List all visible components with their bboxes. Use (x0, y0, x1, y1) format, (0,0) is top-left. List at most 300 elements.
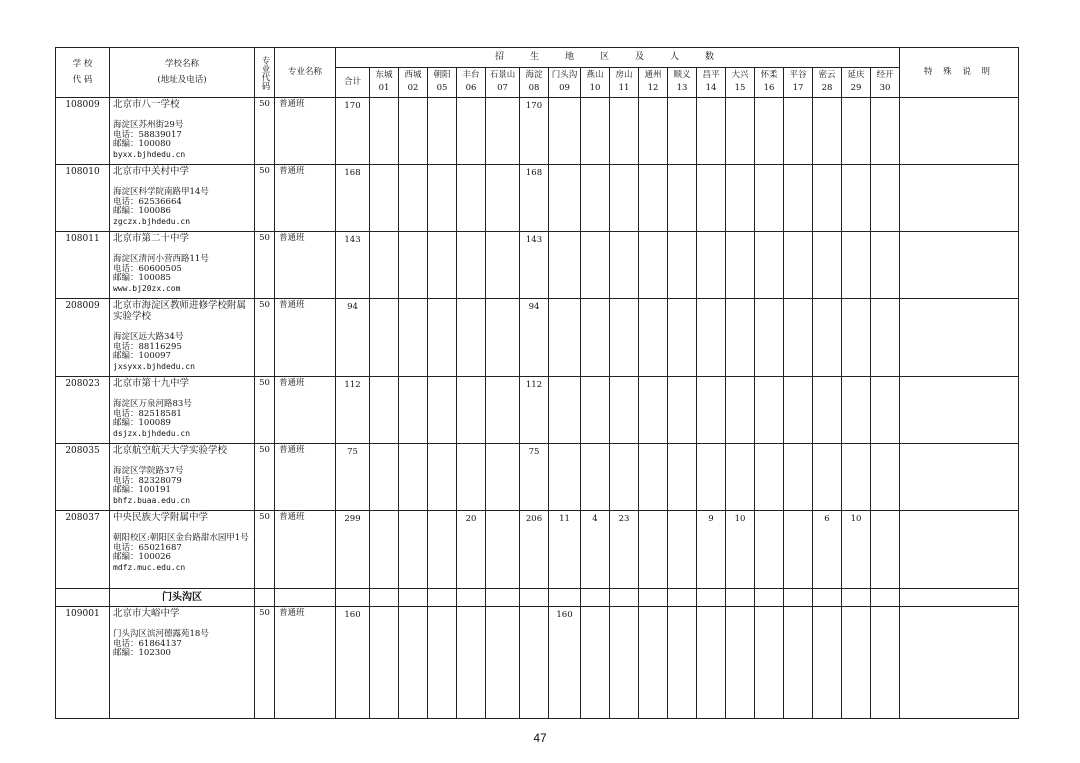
district-count: 143 (520, 232, 549, 299)
school-phone: 电话：88116295 (113, 341, 182, 352)
table-row (56, 607, 1019, 719)
header-district (813, 68, 842, 98)
district-code: 28 (821, 83, 833, 93)
district-count: 168 (520, 165, 549, 232)
district-count (755, 607, 784, 719)
district-count (784, 299, 813, 377)
major-name: 普通班 (275, 232, 336, 299)
school-postcode: 邮编：100097 (113, 351, 171, 362)
district-count (581, 232, 610, 299)
district-count (370, 98, 399, 165)
empty-cell (520, 589, 549, 607)
district-count (842, 377, 871, 444)
school-phone: 电话：58839017 (113, 129, 182, 140)
total-count: 299 (336, 511, 370, 589)
district-count (549, 98, 581, 165)
district-name: 东城 (375, 70, 393, 81)
district-code: 01 (378, 83, 390, 93)
header-district (549, 68, 581, 98)
district-count (668, 511, 697, 589)
district-count (697, 165, 726, 232)
district-count (726, 299, 755, 377)
district-count (639, 232, 668, 299)
district-count (871, 165, 900, 232)
district-name: 平谷 (789, 70, 807, 81)
school-phone: 电话：82328079 (113, 475, 182, 486)
district-count (370, 607, 399, 719)
district-name: 朝阳 (433, 70, 451, 81)
district-count (457, 444, 486, 511)
empty-cell (399, 589, 428, 607)
district-count (697, 98, 726, 165)
district-count: 20 (457, 511, 486, 589)
district-count (726, 607, 755, 719)
school-phone: 电话：61864137 (113, 638, 182, 649)
district-name: 燕山 (586, 70, 604, 81)
school-info (110, 377, 255, 444)
district-count (668, 165, 697, 232)
district-code: 07 (497, 83, 508, 93)
header-district (697, 68, 726, 98)
major-name: 普通班 (275, 165, 336, 232)
district-count (399, 377, 428, 444)
district-code: 30 (879, 83, 891, 93)
school-postcode: 邮编：100085 (113, 273, 171, 284)
district-count (549, 444, 581, 511)
school-address: 朝阳校区:朝阳区金台路甜水园甲1号 (113, 532, 249, 543)
school-postcode: 邮编：100089 (113, 418, 171, 429)
table-row (56, 377, 1019, 444)
district-count (668, 299, 697, 377)
table-body (56, 98, 1019, 719)
header-district (428, 68, 457, 98)
district-code: 02 (407, 83, 419, 93)
header-district (610, 68, 639, 98)
header-district (784, 68, 813, 98)
district-heading-row (56, 589, 1019, 607)
district-count (428, 377, 457, 444)
district-count (428, 98, 457, 165)
district-count (399, 299, 428, 377)
district-count (428, 511, 457, 589)
district-count (668, 444, 697, 511)
major-code: 50 (255, 98, 275, 165)
district-count (755, 444, 784, 511)
district-code: 12 (647, 83, 659, 93)
school-code: 208037 (56, 511, 110, 589)
header-major-name: 专业名称 (275, 48, 336, 98)
district-count (486, 511, 520, 589)
major-name: 普通班 (275, 511, 336, 589)
district-count (871, 299, 900, 377)
table-row (56, 165, 1019, 232)
district-count: 11 (549, 511, 581, 589)
district-count (486, 98, 520, 165)
district-count (457, 607, 486, 719)
table-header (56, 48, 1019, 98)
school-address: 海淀区苏州街29号 (113, 119, 184, 130)
district-count (639, 444, 668, 511)
major-code: 50 (255, 607, 275, 719)
district-count (639, 377, 668, 444)
special-note-cell (900, 98, 1019, 165)
district-count (639, 299, 668, 377)
school-website: dsjzx.bjhdedu.cn (113, 429, 191, 439)
header-district (668, 68, 697, 98)
district-count (755, 165, 784, 232)
district-count: 75 (520, 444, 549, 511)
district-count (784, 165, 813, 232)
district-count (697, 377, 726, 444)
total-count: 75 (336, 444, 370, 511)
header-district (581, 68, 610, 98)
district-count (486, 377, 520, 444)
district-count (842, 607, 871, 719)
special-note-cell (900, 511, 1019, 589)
district-count (784, 232, 813, 299)
empty-cell (56, 589, 110, 607)
empty-cell (610, 589, 639, 607)
header-district (520, 68, 549, 98)
district-code: 05 (436, 83, 448, 93)
district-name: 西城 (404, 70, 422, 81)
header-district (399, 68, 428, 98)
total-count: 170 (336, 98, 370, 165)
empty-cell (428, 589, 457, 607)
school-info (110, 232, 255, 299)
district-count (549, 377, 581, 444)
district-count (726, 377, 755, 444)
district-count (486, 232, 520, 299)
total-count: 112 (336, 377, 370, 444)
district-code: 09 (559, 83, 570, 93)
school-info (110, 607, 255, 719)
school-website: www.bj20zx.com (113, 284, 181, 294)
header-district (370, 68, 399, 98)
district-count (549, 232, 581, 299)
school-address: 海淀区科学院南路甲14号 (113, 186, 209, 197)
district-count (871, 232, 900, 299)
district-count (486, 299, 520, 377)
district-count (370, 377, 399, 444)
district-name: 密云 (818, 70, 836, 81)
district-name: 经开 (876, 70, 894, 81)
header-district (755, 68, 784, 98)
district-count (813, 98, 842, 165)
district-count (428, 232, 457, 299)
header-school-code (56, 48, 110, 98)
school-name: 北京市大峪中学 (113, 608, 180, 619)
major-code: 50 (255, 377, 275, 444)
district-count (399, 511, 428, 589)
school-phone: 电话：60600505 (113, 263, 182, 274)
school-code: 108010 (56, 165, 110, 232)
table-row (56, 511, 1019, 589)
district-code: 06 (465, 83, 477, 93)
district-count (549, 299, 581, 377)
major-code: 50 (255, 232, 275, 299)
district-count (610, 607, 639, 719)
empty-cell (457, 589, 486, 607)
district-count (370, 444, 399, 511)
header-school-name (110, 48, 255, 98)
district-name: 顺义 (673, 70, 691, 81)
header-school-code-line1: 学 校 (72, 58, 93, 69)
school-name: 北京市第二十中学 (113, 233, 190, 244)
district-count (755, 299, 784, 377)
district-count: 170 (520, 98, 549, 165)
empty-cell (639, 589, 668, 607)
district-count (784, 607, 813, 719)
district-name: 怀柔 (760, 70, 778, 81)
empty-cell (755, 589, 784, 607)
district-count (428, 165, 457, 232)
district-count (871, 98, 900, 165)
district-count (697, 607, 726, 719)
empty-cell (842, 589, 871, 607)
major-name: 普通班 (275, 444, 336, 511)
district-count: 206 (520, 511, 549, 589)
district-count: 23 (610, 511, 639, 589)
district-count (871, 377, 900, 444)
school-name: 北京市第十九中学 (113, 378, 190, 389)
district-count (428, 299, 457, 377)
school-info (110, 98, 255, 165)
school-website: byxx.bjhdedu.cn (113, 150, 186, 160)
district-count (697, 299, 726, 377)
district-count (581, 377, 610, 444)
district-count (726, 232, 755, 299)
district-code: 15 (734, 83, 746, 93)
district-count: 10 (726, 511, 755, 589)
school-postcode: 邮编：100086 (113, 206, 171, 217)
district-count (842, 232, 871, 299)
school-website: mdfz.muc.edu.cn (113, 563, 186, 573)
school-postcode: 邮编：100191 (113, 485, 171, 496)
school-info (110, 511, 255, 589)
district-name: 石景山 (489, 70, 516, 81)
district-name: 海淀 (525, 70, 543, 81)
header-district (639, 68, 668, 98)
district-count (726, 165, 755, 232)
district-count (399, 607, 428, 719)
school-website: zgczx.bjhdedu.cn (113, 217, 191, 227)
empty-cell (813, 589, 842, 607)
district-count (755, 511, 784, 589)
district-count (457, 377, 486, 444)
header-district (871, 68, 900, 98)
district-count (457, 299, 486, 377)
district-count (813, 299, 842, 377)
district-count (813, 165, 842, 232)
district-count (399, 165, 428, 232)
table-row (56, 232, 1019, 299)
school-postcode: 邮编：100080 (113, 139, 171, 150)
school-postcode: 邮编：102300 (113, 648, 171, 659)
district-count (370, 165, 399, 232)
district-count (399, 98, 428, 165)
district-count (668, 98, 697, 165)
district-count (871, 444, 900, 511)
district-code: 16 (763, 83, 775, 93)
district-count (755, 98, 784, 165)
district-count (697, 444, 726, 511)
district-name: 昌平 (702, 70, 720, 81)
school-name: 北京市中关村中学 (113, 166, 190, 177)
district-count (726, 444, 755, 511)
empty-cell (726, 589, 755, 607)
district-count (755, 232, 784, 299)
district-count (486, 444, 520, 511)
district-count (581, 165, 610, 232)
total-count: 94 (336, 299, 370, 377)
school-info (110, 444, 255, 511)
district-count (581, 607, 610, 719)
district-count (668, 232, 697, 299)
district-count (370, 232, 399, 299)
district-count (581, 299, 610, 377)
empty-cell (336, 589, 370, 607)
school-name: 中央民族大学附属中学 (113, 512, 209, 523)
school-info (110, 165, 255, 232)
district-code: 29 (850, 83, 862, 93)
school-address: 门头沟区滨河德露苑18号 (113, 628, 209, 639)
district-name: 房山 (615, 70, 633, 81)
header-district (486, 68, 520, 98)
district-count (784, 98, 813, 165)
major-name: 普通班 (275, 98, 336, 165)
major-name: 普通班 (275, 299, 336, 377)
district-count (668, 607, 697, 719)
major-name: 普通班 (275, 377, 336, 444)
district-code: 14 (705, 83, 717, 93)
district-count (399, 444, 428, 511)
school-code: 109001 (56, 607, 110, 719)
district-count (639, 607, 668, 719)
major-code: 50 (255, 165, 275, 232)
district-count (428, 607, 457, 719)
empty-cell (871, 589, 900, 607)
district-count (726, 98, 755, 165)
district-count: 10 (842, 511, 871, 589)
school-code: 208035 (56, 444, 110, 511)
school-name: 北京航空航天大学实验学校 (113, 445, 228, 456)
district-count: 160 (549, 607, 581, 719)
header-region-title: 招生地区及人数 (336, 48, 900, 68)
school-address: 海淀区万泉河路83号 (113, 398, 192, 409)
district-count (639, 165, 668, 232)
district-count: 6 (813, 511, 842, 589)
major-code: 50 (255, 511, 275, 589)
school-phone: 电话：82518581 (113, 408, 182, 419)
district-count (842, 165, 871, 232)
district-count (610, 98, 639, 165)
district-heading: 门头沟区 (110, 589, 255, 607)
district-name: 通州 (644, 70, 662, 81)
school-code: 208023 (56, 377, 110, 444)
page-number: 47 (533, 731, 547, 745)
district-count (871, 511, 900, 589)
district-count (610, 377, 639, 444)
district-name: 大兴 (731, 70, 749, 81)
district-count: 112 (520, 377, 549, 444)
district-count (520, 607, 549, 719)
header-total: 合计 (336, 68, 370, 98)
district-count (610, 165, 639, 232)
district-count (610, 232, 639, 299)
school-postcode: 邮编：100026 (113, 552, 171, 563)
header-school-name-line1: 学校名称 (164, 58, 199, 69)
school-info (110, 299, 255, 377)
school-code: 108009 (56, 98, 110, 165)
total-count: 168 (336, 165, 370, 232)
special-note-cell (900, 165, 1019, 232)
school-phone: 电话：65021687 (113, 542, 182, 553)
header-school-code-line2: 代 码 (72, 74, 93, 85)
district-count (581, 444, 610, 511)
district-count (784, 444, 813, 511)
district-count: 9 (697, 511, 726, 589)
school-phone: 电话：62536664 (113, 196, 182, 207)
district-count (697, 232, 726, 299)
district-code: 10 (589, 83, 601, 93)
district-count (639, 98, 668, 165)
district-count (755, 377, 784, 444)
district-count (457, 165, 486, 232)
special-note-cell (900, 377, 1019, 444)
school-website: bhfz.buaa.edu.cn (113, 496, 191, 506)
district-count (457, 232, 486, 299)
empty-cell (370, 589, 399, 607)
district-count: 4 (581, 511, 610, 589)
district-count (610, 299, 639, 377)
school-address: 海淀区远大路34号 (113, 331, 184, 342)
empty-cell (275, 589, 336, 607)
table-row (56, 444, 1019, 511)
empty-cell (581, 589, 610, 607)
district-count (842, 444, 871, 511)
school-address: 海淀区学院路37号 (113, 465, 184, 476)
district-count (581, 98, 610, 165)
district-count (639, 511, 668, 589)
district-count (784, 511, 813, 589)
empty-cell (784, 589, 813, 607)
header-district (842, 68, 871, 98)
district-count (871, 607, 900, 719)
header-major-code: 专业代码 (255, 48, 275, 98)
total-count: 160 (336, 607, 370, 719)
enrollment-table (55, 47, 1019, 719)
empty-cell (668, 589, 697, 607)
district-code: 13 (676, 83, 688, 93)
empty-cell (900, 589, 1019, 607)
district-count (842, 98, 871, 165)
header-special-note: 特 殊 说 明 (900, 48, 1019, 98)
empty-cell (549, 589, 581, 607)
district-count (486, 165, 520, 232)
school-name: 北京市海淀区教师进修学校附属实验学校 (113, 300, 247, 322)
special-note-cell (900, 607, 1019, 719)
district-name: 延庆 (847, 70, 865, 81)
major-code: 50 (255, 444, 275, 511)
table-row (56, 98, 1019, 165)
table-row (56, 299, 1019, 377)
school-name: 北京市八一学校 (113, 99, 180, 110)
district-name: 门头沟 (551, 70, 578, 81)
district-count (813, 444, 842, 511)
district-count (813, 232, 842, 299)
major-name: 普通班 (275, 607, 336, 719)
